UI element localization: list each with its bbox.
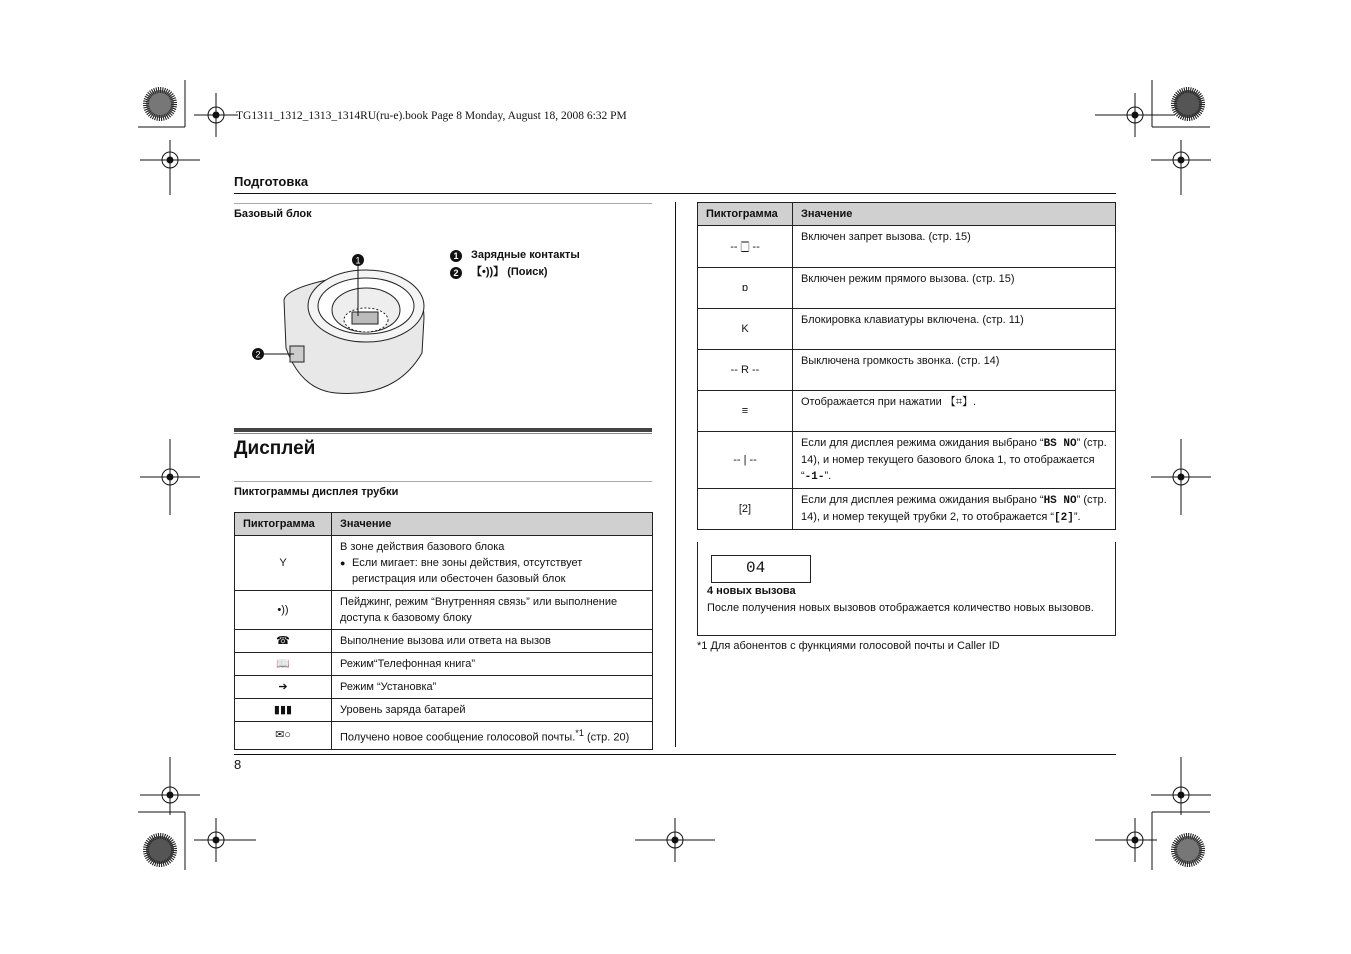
- call-barring-icon: -- 🀆 --: [698, 226, 793, 268]
- handset-icon: ☎: [235, 630, 332, 653]
- paging-icon: •)): [235, 591, 332, 630]
- table-row: [698, 432, 1116, 489]
- footnote: *1 Для абонентов с функциями голосовой почты и Caller ID: [697, 640, 1000, 652]
- table-row: [235, 630, 653, 653]
- column-header-meaning: Значение: [332, 513, 653, 536]
- meaning-bullet: ● Если мигает: вне зоны действия, отсутствует регистрация или обесточен базовый блок: [340, 555, 644, 587]
- legend-text: 【•))】 (Поиск): [471, 266, 548, 278]
- table-row: [698, 391, 1116, 432]
- legend-number: 2: [450, 267, 462, 279]
- setup-arrow-icon: ➔: [235, 676, 332, 699]
- top-rule: [234, 193, 1116, 194]
- meaning-cell: Блокировка клавиатуры включена. (стр. 11): [793, 309, 1116, 350]
- code-text: -1-: [804, 471, 825, 483]
- table-header-row: [698, 203, 1116, 226]
- meaning-cell: Получено новое сообщение голосовой почты.$^{*1}$ (стр. 20): [332, 722, 653, 750]
- code-text: BS NO: [1043, 438, 1077, 450]
- table-row: [698, 309, 1116, 350]
- heading-rule: [234, 481, 652, 482]
- lcd-value: 04: [746, 559, 766, 577]
- meaning-cell: Включен режим прямого вызова. (стр. 15): [793, 268, 1116, 309]
- code-text: [2]: [1054, 512, 1074, 524]
- meaning-cell: Пейджинг, режим “Внутренняя связь” или выполнение доступа к базовому блоку: [332, 591, 653, 630]
- svg-text:2: 2: [255, 349, 261, 360]
- bottom-rule: [234, 754, 1116, 755]
- meaning-cell: Если для дисплея режима ожидания выбрано “HS NO” (стр. 14), и номер текущей трубки 2, то отображается “[2]”.: [793, 489, 1116, 530]
- meaning-cell: Режим “Установка”: [332, 676, 653, 699]
- meaning-cell: Выключена громкость звонка. (стр. 14): [793, 350, 1116, 391]
- hash-press-icon: ≡: [698, 391, 793, 432]
- key-lock-icon: K: [698, 309, 793, 350]
- display-icons-table: [697, 202, 1116, 530]
- meaning-cell: Включен запрет вызова. (стр. 15): [793, 226, 1116, 268]
- direct-call-icon: ɒ: [698, 268, 793, 309]
- base-unit-illustration: [246, 248, 436, 398]
- table-row: [235, 722, 653, 750]
- base-unit-title: Базовый блок: [234, 208, 312, 220]
- table-header-row: [235, 513, 653, 536]
- subsection-rule: [234, 203, 652, 204]
- battery-icon: ▮▮▮: [235, 699, 332, 722]
- column-header-meaning: Значение: [793, 203, 1116, 226]
- meaning-cell: Режим“Телефонная книга”: [332, 653, 653, 676]
- handset-icons-table: [234, 512, 653, 750]
- column-header-icon: Пиктограмма: [235, 513, 332, 536]
- voicemail-icon: ✉○: [235, 722, 332, 750]
- legend-number: 1: [450, 250, 462, 262]
- legend-text: Зарядные контакты: [471, 249, 580, 261]
- svg-text:1: 1: [355, 255, 361, 266]
- base-unit-legend: [450, 247, 580, 281]
- table-row: [235, 676, 653, 699]
- table-row: [698, 226, 1116, 268]
- table-row: [698, 268, 1116, 309]
- section-title: Подготовка: [234, 174, 309, 189]
- table-row: [235, 536, 653, 591]
- display-heading: Дисплей: [234, 438, 316, 459]
- phonebook-icon: 📖: [235, 653, 332, 676]
- table-row: [235, 653, 653, 676]
- column-header-icon: Пиктограмма: [698, 203, 793, 226]
- footnote-ref: *1: [575, 728, 584, 738]
- handset-number-icon: [2]: [698, 489, 793, 530]
- meaning-cell: Если для дисплея режима ожидания выбрано “BS NO” (стр. 14), и номер текущего базового блока 1, то отображается “-1-”.: [793, 432, 1116, 489]
- heading-bar-thin: [234, 433, 652, 434]
- display-subheading: Пиктограммы дисплея трубки: [234, 486, 399, 498]
- meaning-cell: Выполнение вызова или ответа на вызов: [332, 630, 653, 653]
- page-number: 8: [234, 757, 242, 772]
- file-header: TG1311_1312_1313_1314RU(ru-e).book Page 8 Monday, August 18, 2008 6:32 PM: [236, 110, 627, 122]
- table-row: [235, 591, 653, 630]
- legend-item: [450, 247, 580, 264]
- ringer-off-icon: -- R --: [698, 350, 793, 391]
- meaning-text: В зоне действия базового блока: [340, 541, 505, 553]
- base-number-icon: -- | --: [698, 432, 793, 489]
- meaning-cell: Уровень заряда батарей: [332, 699, 653, 722]
- new-calls-text: После получения новых вызовов отображается количество новых вызовов.: [707, 602, 1094, 614]
- column-separator: [675, 202, 676, 747]
- table-row: [698, 350, 1116, 391]
- meaning-cell: [332, 536, 653, 591]
- antenna-icon: Y: [235, 536, 332, 591]
- code-text: HS NO: [1043, 495, 1077, 507]
- meaning-cell: Отображается при нажатии 【⌗】.: [793, 391, 1116, 432]
- table-row: [235, 699, 653, 722]
- new-calls-title: 4 новых вызова: [707, 585, 796, 597]
- legend-item: [450, 264, 580, 281]
- table-row: [698, 489, 1116, 530]
- heading-bar: [234, 428, 652, 432]
- lcd-display: [711, 555, 811, 583]
